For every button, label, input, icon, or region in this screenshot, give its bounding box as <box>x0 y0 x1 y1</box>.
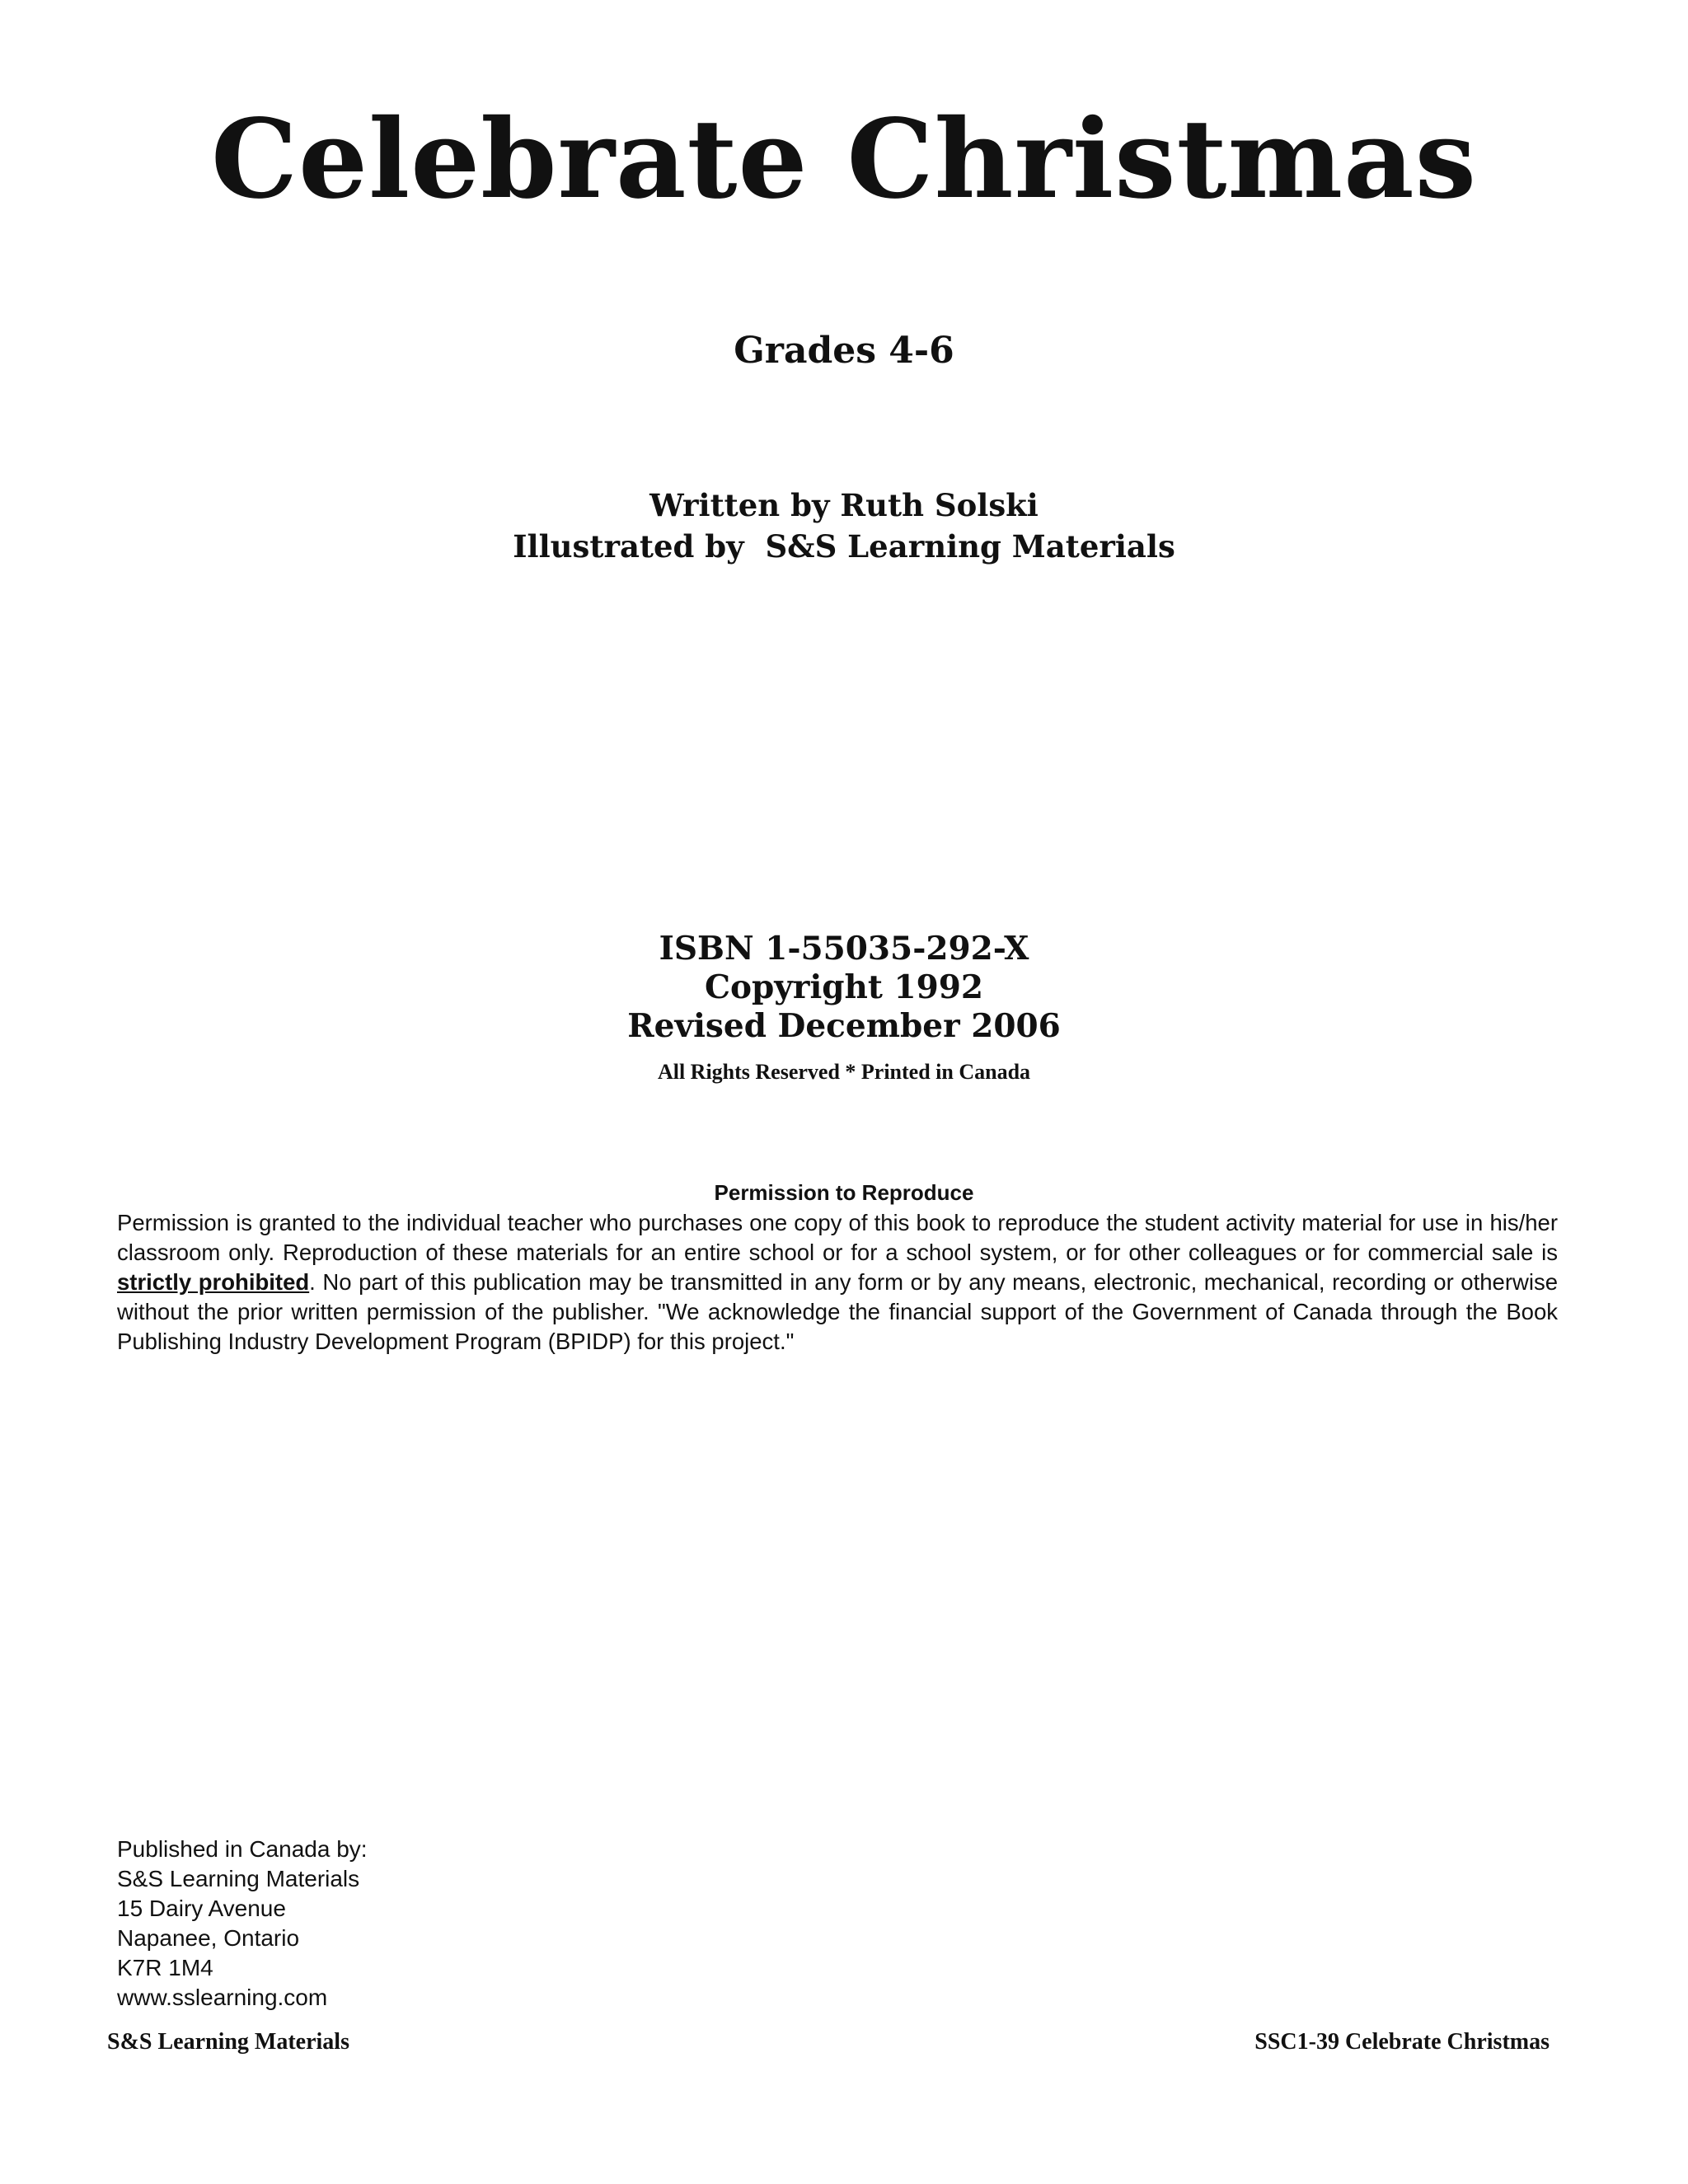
postal-code: K7R 1M4 <box>117 1955 213 1980</box>
permission-text <box>117 1208 1558 1357</box>
permission-text-start: Permission is granted to the individual teacher who purchases one copy of this book to reproduce the student activity material for use in his/her classroom only. Reproduction of these materials for an entire school or for a school system, or for other colleagues or for commercial sale is <box>117 1210 1558 1265</box>
city-province: Napanee, Ontario <box>117 1925 300 1951</box>
credits <box>0 485 1688 567</box>
footer-book-code: SSC1-39 Celebrate Christmas <box>1254 2029 1550 2055</box>
publication-info <box>0 930 1688 1046</box>
publisher-address <box>117 1835 368 2013</box>
permission-emphasis: strictly prohibited <box>117 1269 310 1295</box>
author-line: Written by Ruth Solski <box>649 487 1039 523</box>
revision-date: Revised December 2006 <box>627 1007 1061 1045</box>
grade-level: Grades 4-6 <box>734 330 954 372</box>
publisher-name: S&S Learning Materials <box>117 1866 360 1891</box>
illustrator-line: Illustrated by S&S Learning Materials <box>513 528 1175 565</box>
permission-text-end: . No part of this publication may be transmitted in any form or by any means, electronic, mechanical, recording or otherwise without the prior written permission of the publisher. "We acknowledge the financial support of the Government of Canada through the Book Publishing Industry Development Program (BPIDP) for this project." <box>117 1269 1558 1354</box>
street-address: 15 Dairy Avenue <box>117 1896 286 1921</box>
rights-notice: All Rights Reserved * Printed in Canada <box>657 1060 1031 1084</box>
footer-publisher: S&S Learning Materials <box>107 2029 349 2055</box>
permission-heading: Permission to Reproduce <box>714 1180 974 1205</box>
copyright: Copyright 1992 <box>704 968 984 1006</box>
isbn: ISBN 1-55035-292-X <box>659 930 1029 968</box>
website: www.sslearning.com <box>117 1985 328 2010</box>
address-label: Published in Canada by: <box>117 1836 368 1862</box>
book-title: Celebrate Christmas <box>211 96 1477 223</box>
